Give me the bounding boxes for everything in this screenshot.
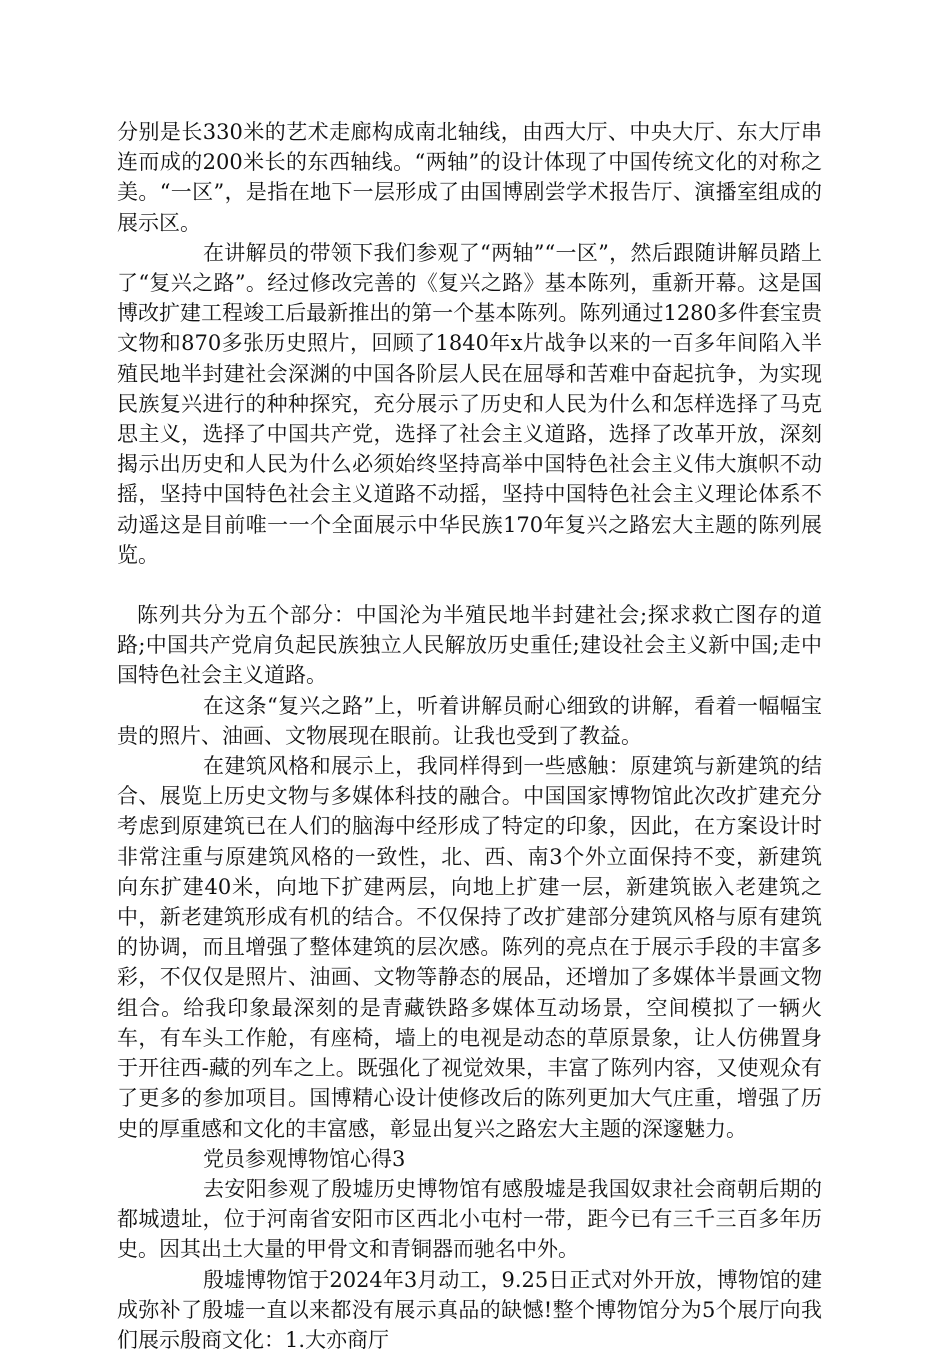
paragraph-five-parts: 陈列共分为五个部分：中国沦为半殖民地半封建社会;探求救亡图存的道路;中国共产党肩负起民族独立人民解放历史重任;建设社会主义新中国;走中国特色社会主义道路。: [117, 603, 822, 688]
paragraph-road-to-revival: 在讲解员的带领下我们参观了“两轴”“一区”，然后跟随讲解员踏上了“复兴之路”。经过修改完善的《复兴之路》基本陈列，重新开幕。这是国博改扩建工程竣工后最新推出的第一个基本陈列。陈列通过1280多件套宝贵文物和870多张历史照片，回顾了1840年x片战争以来的一百多年间陷入半殖民地半封建社会深渊的中国各阶层人民在屈辱和苦难中奋起抗争，为实现民族复兴进行的种种探究，充分展示了历史和人民为什么和怎样选择了马克思主义，选择了中国共产党，选择了社会主义道路，选择了改革开放，深刻揭示出历史和人民为什么必须始终坚持高举中国特色社会主义伟大旗帜不动摇，坚持中国特色社会主义道路不动摇，坚持中国特色社会主义理论体系不动遥这是目前唯一一个全面展示中华民族170年复兴之路宏大主题的陈列展览。: [117, 240, 822, 567]
paragraph-yinxu-museum: 殷墟博物馆于2024年3月动工，9.25日正式对外开放，博物馆的建成弥补了殷墟一直以来都没有展示真品的缺憾!整个博物馆分为5个展厅向我们展示殷商文化：1.大亦商厅: [117, 1267, 822, 1352]
paragraph-axes-intro: 分别是长330米的艺术走廊构成南北轴线，由西大厅、中央大厅、东大厅串连而成的200米长的东西轴线。“两轴”的设计体现了中国传统文化的对称之美。“一区”，是指在地下一层形成了由国博剧尝学术报告厅、演播室组成的展示区。: [117, 120, 822, 235]
paragraph-yinxu-intro: 去安阳参观了殷墟历史博物馆有感殷墟是我国奴隶社会商朝后期的都城遗址，位于河南省安阳市区西北小屯村一带，距今已有三千三百多年历史。因其出土大量的甲骨文和青铜器而驰名中外。: [117, 1176, 822, 1262]
document-page: [117, 117, 822, 1355]
paragraph-architecture: 在建筑风格和展示上，我同样得到一些感触：原建筑与新建筑的结合、展览上历史文物与多媒体科技的融合。中国国家博物馆此次改扩建充分考虑到原建筑已在人们的脑海中经形成了特定的印象，因此，在方案设计时非常注重与原建筑风格的一致性，北、西、南3个外立面保持不变，新建筑向东扩建40米，向地下扩建两层，向地上扩建一层，新建筑嵌入老建筑之中，新老建筑形成有机的结合。不仅保持了改扩建部分建筑风格与原有建筑的协调，而且增强了整体建筑的层次感。陈列的亮点在于展示手段的丰富多彩，不仅仅是照片、油画、文物等静态的展品，还增加了多媒体半景画文物组合。给我印象最深刻的是青藏铁路多媒体互动场景，空间模拟了一辆火车，有车头工作舱，有座椅，墙上的电视是动态的草原景象，让人仿佛置身于开往西-藏的列车之上。既强化了视觉效果，丰富了陈列内容，又使观众有了更多的参加项目。国博精心设计使修改后的陈列更加大气庄重，增强了历史的厚重感和文化的丰富感，彰显出复兴之路宏大主题的深邃魅力。: [117, 754, 822, 1141]
section-heading: 党员参观博物馆心得3: [203, 1146, 406, 1171]
paragraph-guide-explanation: 在这条“复兴之路”上，听着讲解员耐心细致的讲解，看着一幅幅宝贵的照片、油画、文物展现在眼前。让我也受到了教益。: [117, 693, 822, 748]
